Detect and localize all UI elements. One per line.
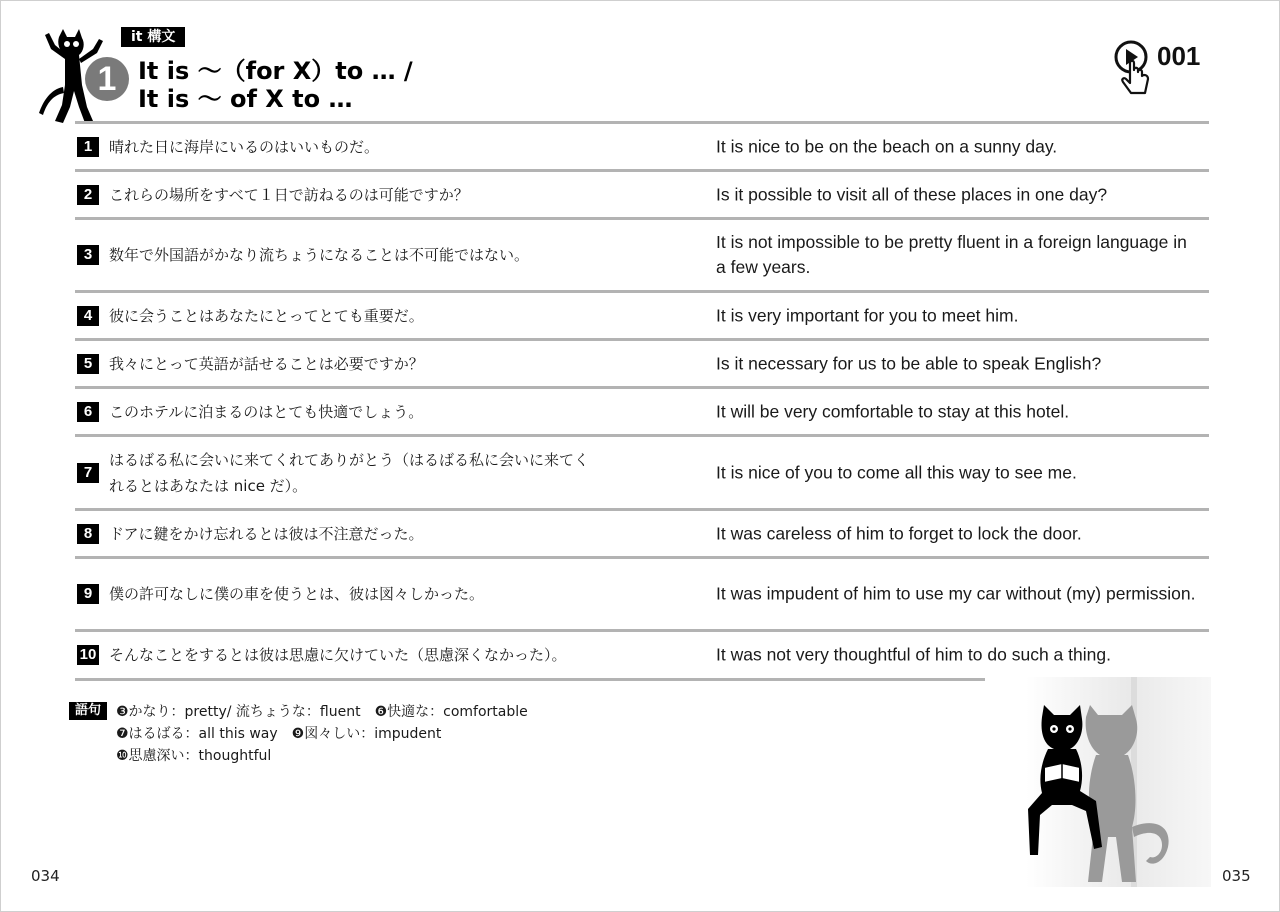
japanese-sentence: はるばる私に会いに来てくれてありがとう（はるばる私に会いに来てくれるとはあなたは nice だ）。 [109, 450, 590, 495]
sentence-number: 4 [77, 306, 99, 326]
english-sentence: It was impudent of him to use my car without (my) permission. [716, 583, 1196, 604]
sentence-number: 3 [77, 245, 99, 265]
english-sentence: It was not very thoughtful of him to do such a thing. [716, 644, 1111, 665]
sentence-row-10 [75, 632, 1209, 678]
english-sentence: Is it possible to visit all of these places in one day? [716, 184, 1108, 204]
japanese-sentence: 我々にとって英語が話せることは必要ですか？ [109, 354, 424, 373]
section-tag: it 構文 [121, 27, 185, 47]
sentence-number: 8 [77, 524, 99, 544]
audio-track[interactable] [1113, 39, 1223, 99]
sentence-row-8 [75, 511, 1209, 556]
english-sentence: It will be very comfortable to stay at this hotel. [716, 401, 1070, 421]
english-sentence: It was careless of him to forget to lock the door. [716, 523, 1082, 543]
english-sentence: Is it necessary for us to be able to speak English? [716, 353, 1102, 373]
sentence-number: 10 [77, 645, 99, 665]
sentence-number: 6 [77, 402, 99, 422]
sentence-row-2 [75, 172, 1209, 217]
sentence-row-9 [75, 559, 1209, 629]
japanese-sentence: 晴れた日に海岸にいるのはいいものだ。 [109, 137, 380, 156]
sentence-number: 1 [77, 137, 99, 157]
japanese-sentence: これらの場所をすべて１日で訪ねるのは可能ですか？ [109, 185, 469, 204]
japanese-sentence: 僕の許可なしに僕の車を使うとは、彼は図々しかった。 [109, 585, 485, 603]
vocab-line: ❸かなり：pretty/ 流ちょうな：fluent ❻快適な：comfortable [116, 704, 528, 720]
english-sentence: It is nice to be on the beach on a sunny day. [716, 136, 1058, 156]
divider [75, 678, 985, 681]
japanese-sentence: そんなことをするとは彼は思慮に欠けていた（思慮深くなかった）。 [109, 646, 567, 664]
english-sentence: It is nice of you to come all this way to see me. [716, 462, 1077, 482]
sentence-row-4 [75, 293, 1209, 338]
vocab-label: 語句 [69, 702, 107, 720]
sentence-row-7 [75, 437, 1209, 508]
page-number-left: 034 [31, 867, 60, 885]
vocab-line: ❿思慮深い：thoughtful [116, 748, 272, 764]
english-sentence: It is not impossible to be pretty fluent in a foreign language in a few years. [716, 232, 1187, 277]
japanese-sentence: 彼に会うことはあなたにとってとても重要だ。 [109, 306, 424, 325]
sentence-number: 9 [77, 584, 99, 604]
page-title-line1: It is ～（for X）to … / [138, 57, 413, 85]
japanese-sentence: 数年で外国語がかなり流ちょうになることは不可能ではない。 [109, 246, 530, 264]
sentence-row-5 [75, 341, 1209, 386]
vocab-line: ❼はるばる：all this way ❾図々しい：impudent [116, 726, 442, 742]
unit-number-badge: 1 [85, 57, 129, 101]
sentence-row-1 [75, 124, 1209, 169]
japanese-sentence: ドアに鍵をかけ忘れるとは彼は不注意だった。 [109, 524, 424, 543]
sentence-row-6 [75, 389, 1209, 434]
english-sentence: It is very important for you to meet him. [716, 305, 1019, 325]
page-number-right: 035 [1222, 867, 1251, 885]
page-title-line2: It is ～ of X to … [138, 85, 353, 113]
play-hand-icon[interactable] [1113, 39, 1157, 97]
sentence-number: 2 [77, 185, 99, 205]
sentence-number: 5 [77, 354, 99, 374]
sentence-number: 7 [77, 463, 99, 483]
japanese-sentence: このホテルに泊まるのはとても快適でしょう。 [109, 402, 424, 421]
sentence-table [75, 121, 1209, 678]
reading-cat-illustration [986, 677, 1211, 887]
track-number: 001 [1157, 41, 1201, 71]
sentence-row-3 [75, 220, 1209, 290]
